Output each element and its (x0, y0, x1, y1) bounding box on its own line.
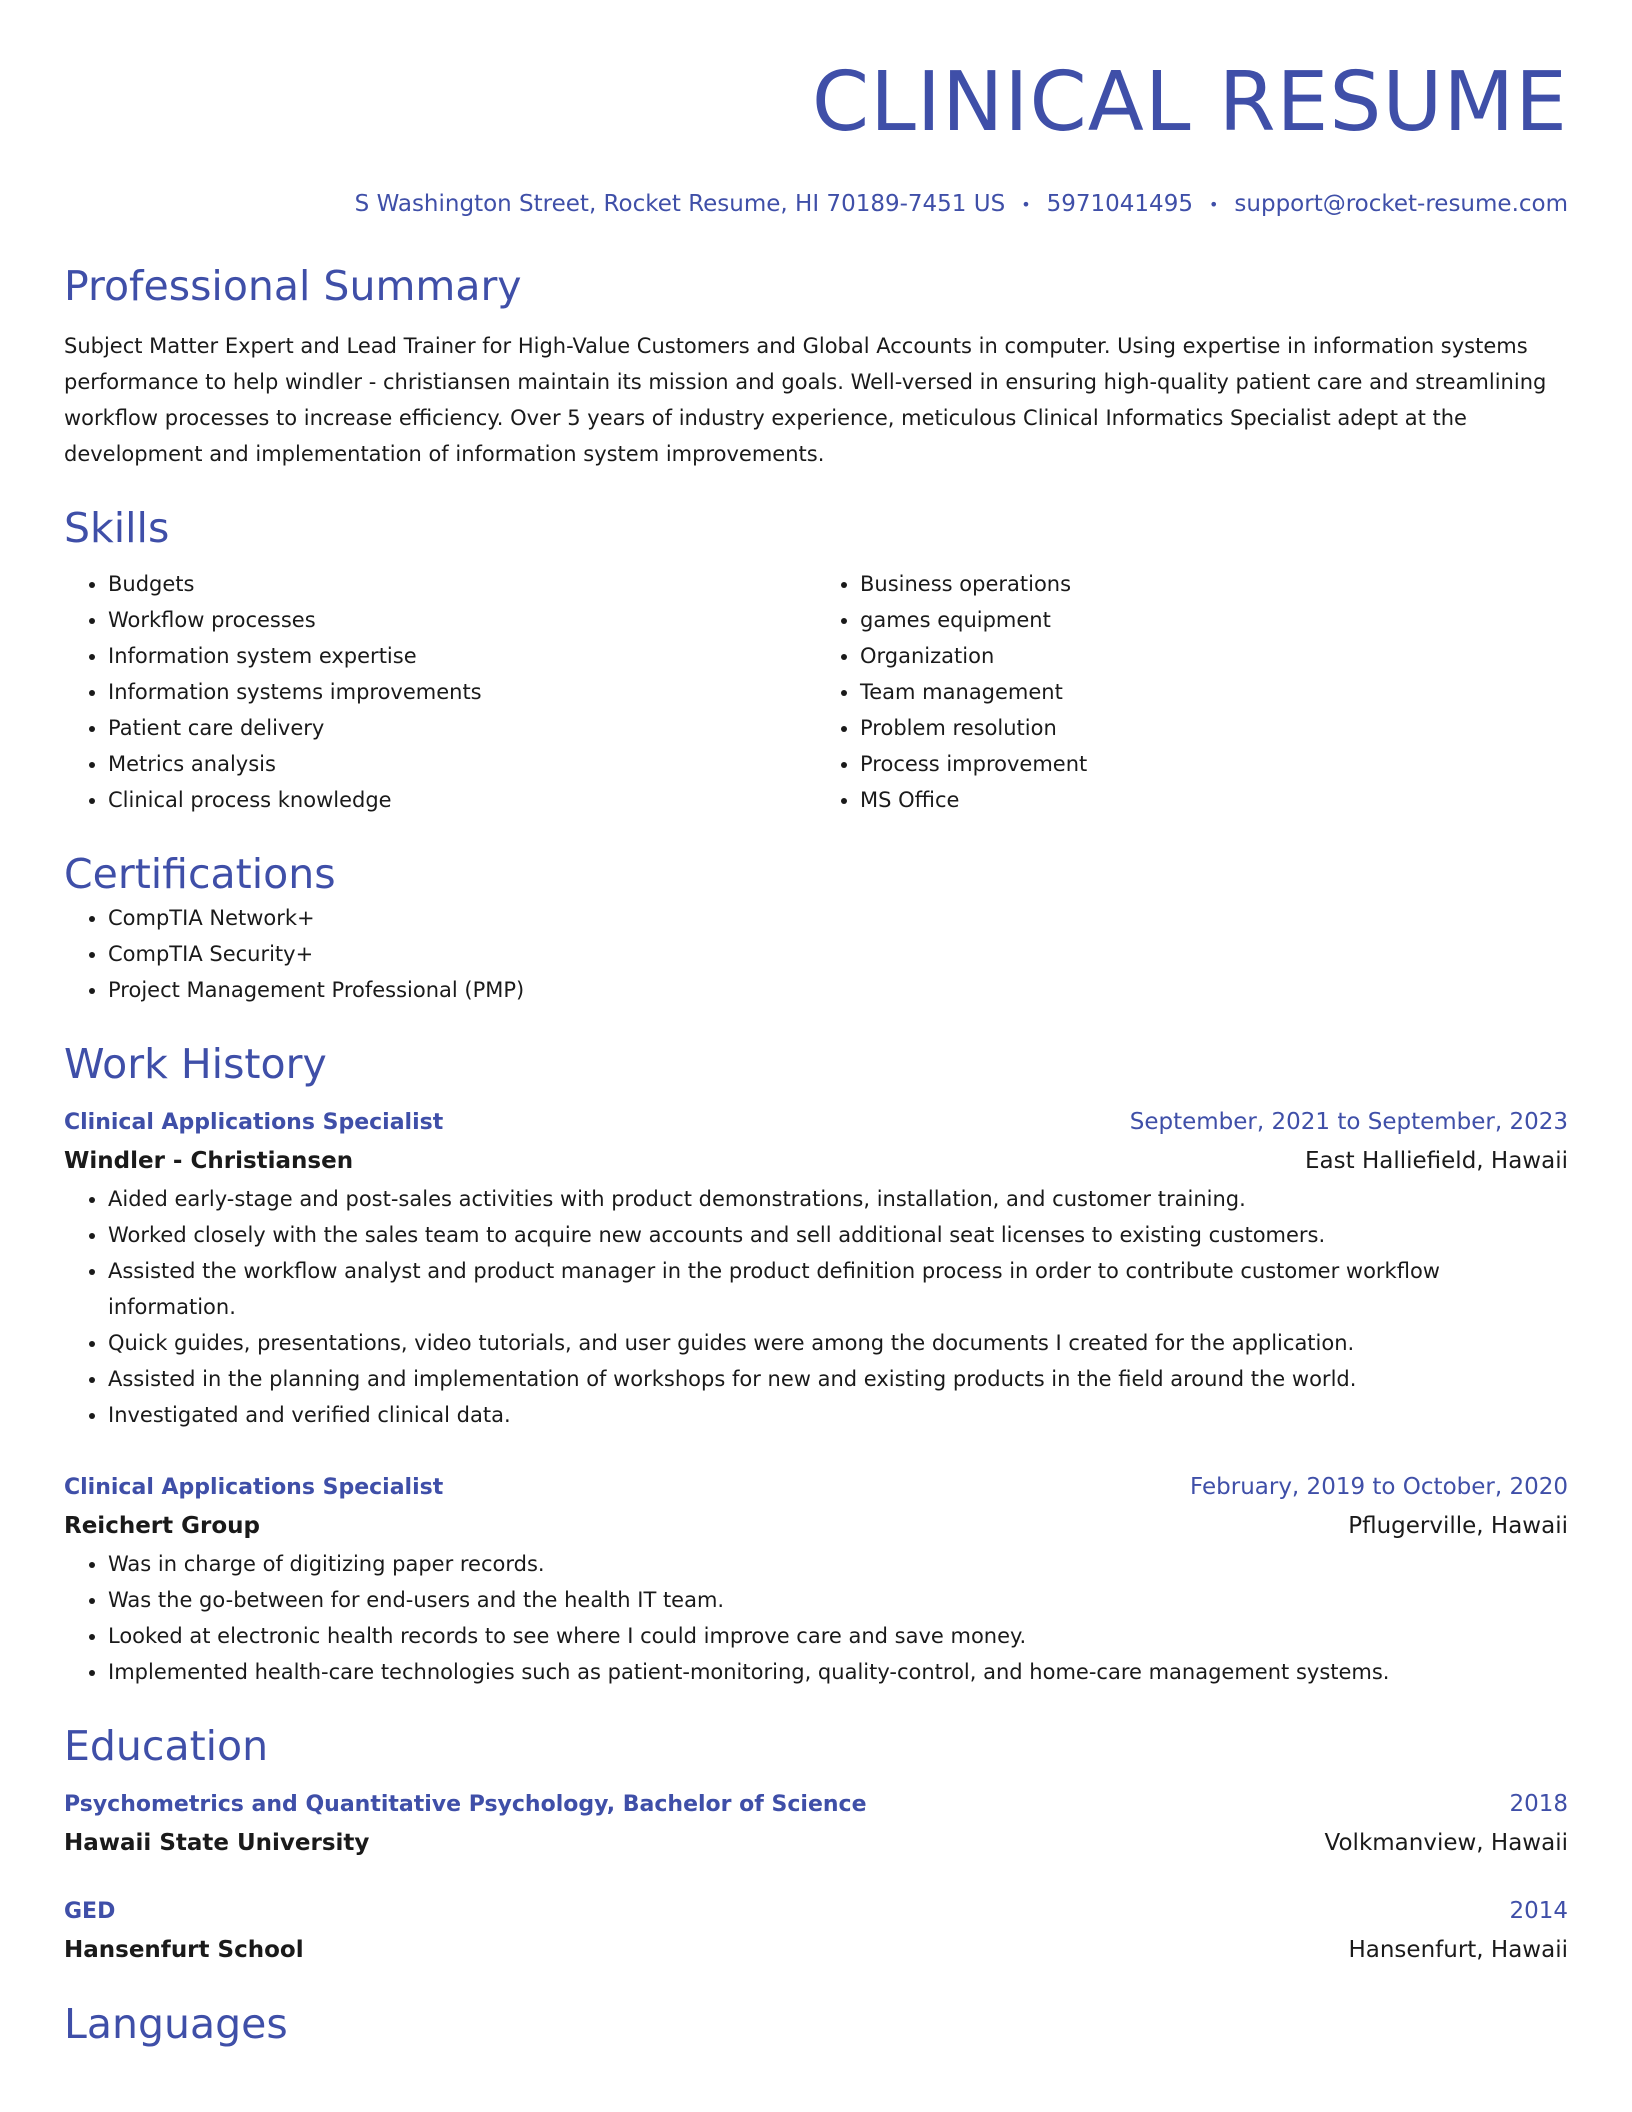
job-duty: • Aided early-stage and post-sales activities with product demonstrations, installation, and customer training. (108, 1181, 1568, 1217)
education-location: Volkmanview, Hawaii (1324, 1829, 1568, 1856)
education-heading: Education (64, 1721, 269, 1770)
job-duty: • Assisted in the planning and implementation of workshops for new and existing products in the field around the world. (108, 1361, 1568, 1397)
education-year: 2014 (1509, 1897, 1568, 1924)
resume-header (64, 0, 1568, 220)
job-duty: • Was the go-between for end-users and the health IT team. (108, 1582, 1568, 1618)
job-title: Clinical Applications Specialist (64, 1109, 444, 1135)
work-entry-company-row (64, 1141, 1568, 1181)
job-location: Pflugerville, Hawaii (1348, 1512, 1568, 1539)
skill-item: • Information systems improvements (108, 674, 816, 710)
education-entry (64, 1893, 1568, 1970)
job-duty: • Was in charge of digitizing paper records. (108, 1546, 1568, 1582)
skill-item: • Problem resolution (860, 710, 1568, 746)
skills-heading: Skills (64, 503, 170, 552)
education-entry (64, 1786, 1568, 1863)
certification-item: • Project Management Professional (PMP) (108, 972, 1568, 1008)
work-entry (64, 1104, 1568, 1433)
languages-heading: Languages (64, 1999, 288, 2048)
certification-item: • CompTIA Security+ (108, 936, 1568, 972)
job-dates: February, 2019 to October, 2020 (1190, 1473, 1568, 1500)
skill-item: • Clinical process knowledge (108, 782, 816, 818)
contact-email: support@rocket-resume.com (1234, 191, 1568, 217)
skill-item: • Information system expertise (108, 638, 816, 674)
work-entry-title-row (64, 1104, 1568, 1141)
summary-text: Subject Matter Expert and Lead Trainer for High-Value Customers and Global Accounts in computer. Using expertise in information systems performance to help windler - christiansen maintain its mission and goals. Well-versed in ensuring high-quality patient care and streamlining workflow processes to increase efficiency. Over 5 years of industry experience, meticulous Clinical Informatics Specialist adept at the development and implementation of information system improvements. (64, 333, 1547, 466)
contact-separator: • (1021, 194, 1031, 214)
job-duties-list (64, 1181, 1568, 1433)
job-duty: • Implemented health-care technologies such as patient-monitoring, quality-control, and home-care management systems. (108, 1654, 1568, 1690)
skill-item: • MS Office (860, 782, 1568, 818)
skills-left-list (64, 566, 816, 818)
education-degree-row (64, 1893, 1568, 1930)
contact-address: S Washington Street, Rocket Resume, HI 70189-7451 US (354, 191, 1006, 217)
skill-item: • Business operations (860, 566, 1568, 602)
education-school: Hawaii State University (64, 1829, 370, 1856)
education-year: 2018 (1509, 1790, 1568, 1817)
job-company: Reichert Group (64, 1512, 261, 1539)
education-school-row (64, 1823, 1568, 1863)
job-title: Clinical Applications Specialist (64, 1474, 444, 1500)
skill-item: • Team management (860, 674, 1568, 710)
skill-item: • Budgets (108, 566, 816, 602)
skill-item: • Process improvement (860, 746, 1568, 782)
work-history-heading: Work History (64, 1039, 327, 1088)
education-degree: Psychometrics and Quantitative Psychology, Bachelor of Science (64, 1791, 867, 1817)
education-school-row (64, 1930, 1568, 1970)
skills-right-list (816, 566, 1568, 818)
education-degree-row (64, 1786, 1568, 1823)
skill-item: • Organization (860, 638, 1568, 674)
education-degree: GED (64, 1898, 116, 1924)
skill-item: • games equipment (860, 602, 1568, 638)
certifications-list (64, 900, 1568, 1008)
certifications-heading: Certifications (64, 849, 336, 898)
job-location: East Halliefield, Hawaii (1305, 1147, 1568, 1174)
education-location: Hansenfurt, Hawaii (1348, 1936, 1568, 1963)
job-company: Windler - Christiansen (64, 1147, 354, 1174)
skills-grid (64, 566, 1568, 818)
summary-heading: Professional Summary (64, 261, 522, 310)
skill-item: • Workflow processes (108, 602, 816, 638)
job-dates: September, 2021 to September, 2023 (1129, 1108, 1568, 1135)
work-entry-title-row (64, 1469, 1568, 1506)
skill-item: • Metrics analysis (108, 746, 816, 782)
contact-phone: 5971041495 (1046, 191, 1193, 217)
education-school: Hansenfurt School (64, 1936, 304, 1963)
job-duty: • Worked closely with the sales team to acquire new accounts and sell additional seat licenses to existing customers. (108, 1217, 1568, 1253)
work-entry (64, 1469, 1568, 1690)
skill-item: • Patient care delivery (108, 710, 816, 746)
contact-separator: • (1208, 194, 1219, 214)
job-duty: • Looked at electronic health records to see where I could improve care and save money. (108, 1618, 1568, 1654)
contact-line (64, 189, 1568, 220)
work-entry-company-row (64, 1506, 1568, 1546)
job-duty: • Assisted the workflow analyst and product manager in the product definition process in order to contribute customer workflow information. (108, 1253, 1568, 1325)
job-duty: • Quick guides, presentations, video tutorials, and user guides were among the documents I created for the application. (108, 1325, 1568, 1361)
job-duty: • Investigated and verified clinical data. (108, 1397, 1568, 1433)
resume-name: CLINICAL RESUME (811, 55, 1568, 150)
certification-item: • CompTIA Network+ (108, 900, 1568, 936)
job-duties-list (64, 1546, 1568, 1690)
